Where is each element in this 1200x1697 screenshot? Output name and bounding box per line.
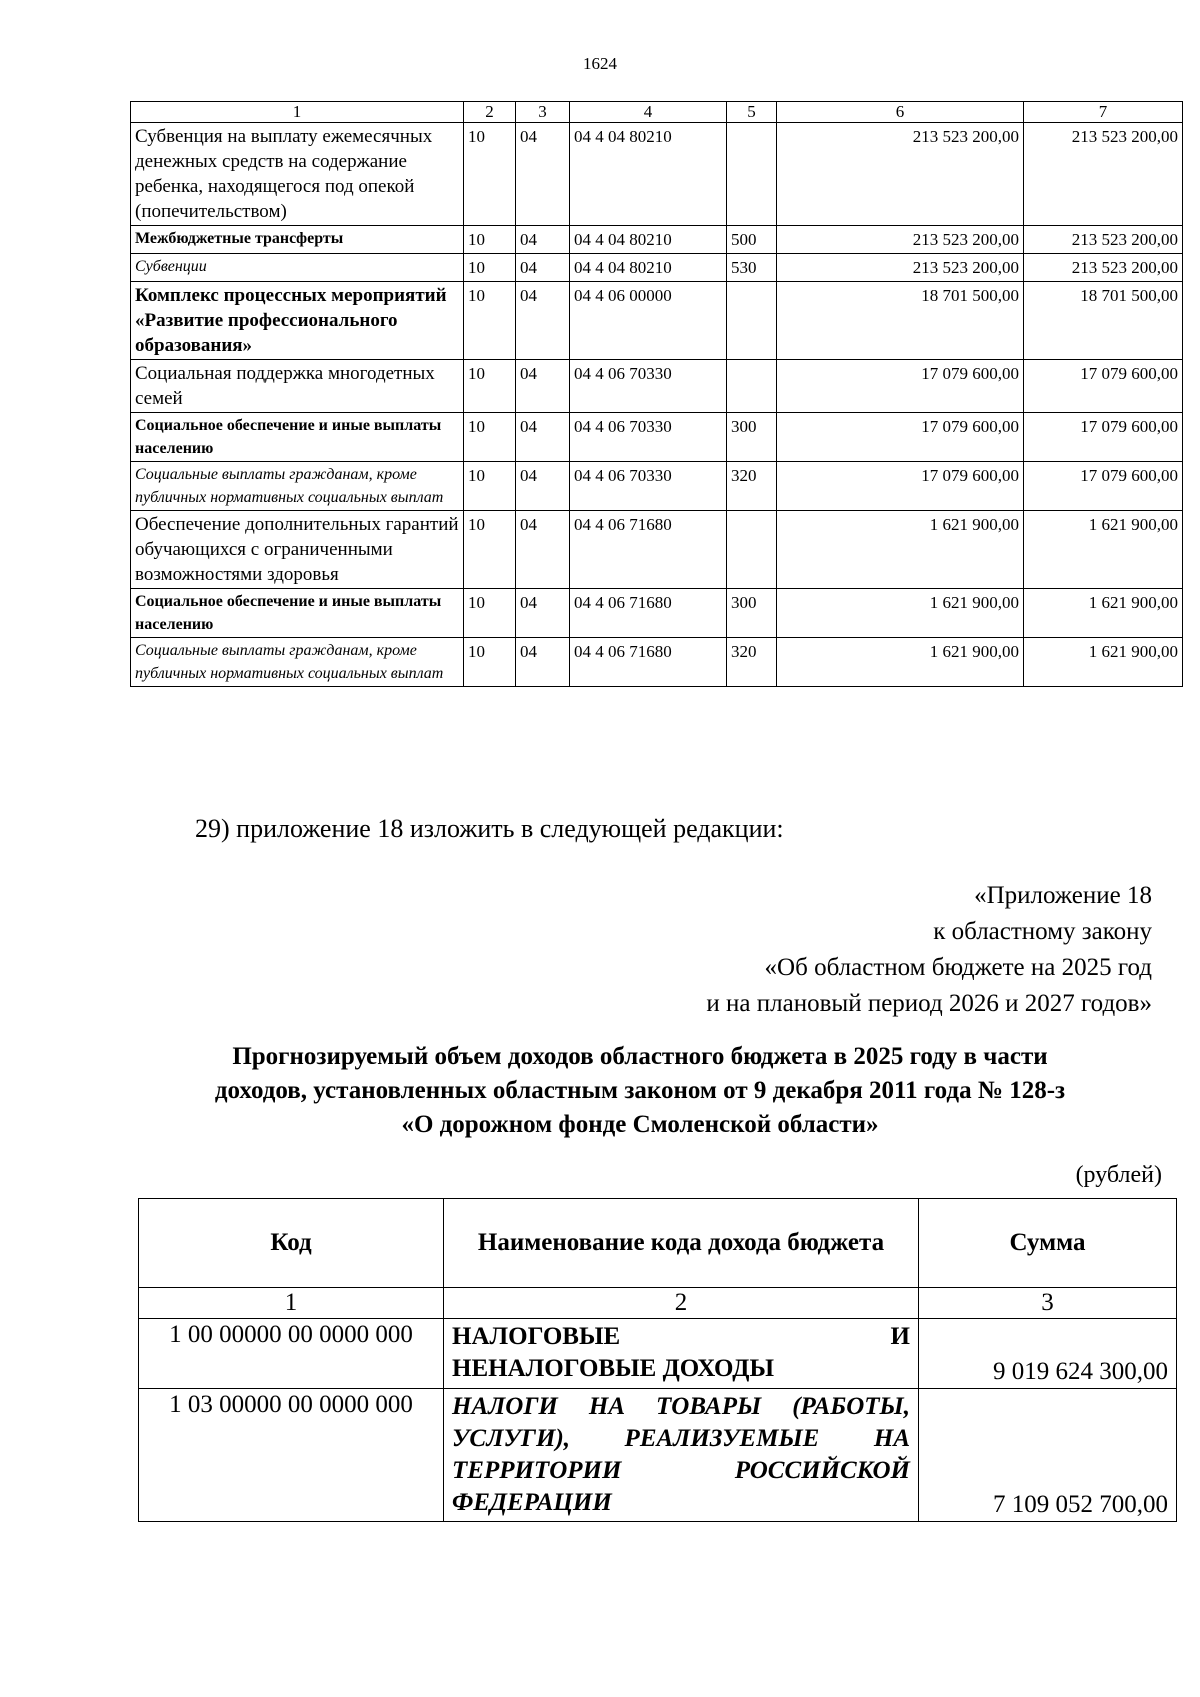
revenue-name-part: НЕНАЛОГОВЫЕ ДОХОДЫ xyxy=(452,1355,774,1382)
target-article-cell: 04 4 04 80210 xyxy=(570,123,727,226)
section-cell: 10 xyxy=(464,638,516,687)
target-article-cell: 04 4 06 70330 xyxy=(570,413,727,462)
table-row xyxy=(131,282,1183,360)
revenue-name: НАЛОГИ НА ТОВАРЫ (РАБОТЫ, УСЛУГИ), РЕАЛИЗУЕМЫЕ НА ТЕРРИТОРИИ РОССИЙСКОЙ ФЕДЕРАЦИИ xyxy=(444,1389,919,1522)
revenue-sum: 7 109 052 700,00 xyxy=(919,1389,1177,1522)
title-line: «О дорожном фонде Смоленской области» xyxy=(401,1111,879,1138)
target-article-cell: 04 4 04 80210 xyxy=(570,254,727,282)
amount-2026-cell: 1 621 900,00 xyxy=(777,589,1024,638)
amount-2026-cell: 213 523 200,00 xyxy=(777,123,1024,226)
subsection-cell: 04 xyxy=(516,226,570,254)
subsection-cell: 04 xyxy=(516,638,570,687)
header-cell: 2 xyxy=(464,102,516,123)
amount-2027-cell: 213 523 200,00 xyxy=(1024,123,1183,226)
subsection-cell: 04 xyxy=(516,511,570,589)
expense-type-cell xyxy=(727,511,777,589)
amount-2027-cell: 213 523 200,00 xyxy=(1024,254,1183,282)
column-number-row xyxy=(139,1288,1177,1319)
revenue-name-part: НАЛОГОВЫЕ xyxy=(452,1323,621,1350)
header-cell: 1 xyxy=(131,102,464,123)
section-cell: 10 xyxy=(464,511,516,589)
revenue-table-header xyxy=(139,1199,1177,1288)
expense-type-cell: 300 xyxy=(727,413,777,462)
row-name-cell: Межбюджетные трансферты xyxy=(131,226,464,254)
table-row xyxy=(131,462,1183,511)
amount-2026-cell: 1 621 900,00 xyxy=(777,511,1024,589)
units-label: (рублей) xyxy=(1075,1162,1162,1188)
amount-2027-cell: 18 701 500,00 xyxy=(1024,282,1183,360)
column-number: 2 xyxy=(444,1288,919,1319)
table-row xyxy=(131,638,1183,687)
expense-type-cell: 300 xyxy=(727,589,777,638)
table-row xyxy=(131,123,1183,226)
table-row xyxy=(131,360,1183,413)
subsection-cell: 04 xyxy=(516,282,570,360)
amount-2027-cell: 17 079 600,00 xyxy=(1024,462,1183,511)
header-cell: 3 xyxy=(516,102,570,123)
amount-2026-cell: 18 701 500,00 xyxy=(777,282,1024,360)
amount-2027-cell: 17 079 600,00 xyxy=(1024,413,1183,462)
revenue-table xyxy=(138,1198,1177,1522)
target-article-cell: 04 4 06 71680 xyxy=(570,638,727,687)
table-row xyxy=(139,1389,1177,1522)
table-header-row xyxy=(131,102,1183,123)
header-cell: 7 xyxy=(1024,102,1183,123)
column-number: 3 xyxy=(919,1288,1177,1319)
header-sum: Сумма xyxy=(919,1199,1177,1288)
row-name-cell: Субвенция на выплату ежемесячных денежных средств на содержание ребенка, находящегося под опекой (попечительством) xyxy=(131,123,464,226)
subsection-cell: 04 xyxy=(516,360,570,413)
row-name-cell: Социальное обеспечение и иные выплаты населению xyxy=(131,413,464,462)
row-name-cell: Социальные выплаты гражданам, кроме публичных нормативных социальных выплат xyxy=(131,638,464,687)
header-cell: 6 xyxy=(777,102,1024,123)
header-cell: 5 xyxy=(727,102,777,123)
revenue-sum: 9 019 624 300,00 xyxy=(919,1319,1177,1389)
row-name-cell: Субвенции xyxy=(131,254,464,282)
header-cell: 4 xyxy=(570,102,727,123)
table-row xyxy=(131,226,1183,254)
row-name-cell: Обеспечение дополнительных гарантий обучающихся с ограниченными возможностями здоровья xyxy=(131,511,464,589)
row-name-cell: Комплекс процессных мероприятий «Развитие профессионального образования» xyxy=(131,282,464,360)
revenue-code: 1 03 00000 00 0000 000 xyxy=(139,1389,444,1522)
table-row xyxy=(131,589,1183,638)
section-cell: 10 xyxy=(464,589,516,638)
appendix-line: «Об областном бюджете на 2025 год xyxy=(764,954,1152,981)
subsection-cell: 04 xyxy=(516,123,570,226)
amount-2026-cell: 213 523 200,00 xyxy=(777,254,1024,282)
section-cell: 10 xyxy=(464,282,516,360)
budget-allocation-table xyxy=(130,101,1183,687)
section-cell: 10 xyxy=(464,360,516,413)
expense-type-cell xyxy=(727,282,777,360)
section-cell: 10 xyxy=(464,226,516,254)
appendix-reference xyxy=(706,878,1152,1022)
expense-type-cell: 320 xyxy=(727,638,777,687)
target-article-cell: 04 4 04 80210 xyxy=(570,226,727,254)
revenue-code: 1 00 00000 00 0000 000 xyxy=(139,1319,444,1389)
section-cell: 10 xyxy=(464,413,516,462)
section-cell: 10 xyxy=(464,254,516,282)
table-row xyxy=(139,1319,1177,1389)
expense-type-cell xyxy=(727,123,777,226)
target-article-cell: 04 4 06 71680 xyxy=(570,589,727,638)
expense-type-cell xyxy=(727,360,777,413)
revenue-name xyxy=(444,1319,919,1389)
section-cell: 10 xyxy=(464,462,516,511)
column-number: 1 xyxy=(139,1288,444,1319)
amount-2026-cell: 1 621 900,00 xyxy=(777,638,1024,687)
document-title xyxy=(130,1040,1150,1142)
expense-type-cell: 530 xyxy=(727,254,777,282)
expense-type-cell: 500 xyxy=(727,226,777,254)
title-line: Прогнозируемый объем доходов областного бюджета в 2025 году в части xyxy=(232,1043,1048,1070)
appendix-line: «Приложение 18 xyxy=(974,882,1152,909)
target-article-cell: 04 4 06 70330 xyxy=(570,462,727,511)
table-row xyxy=(131,511,1183,589)
page-number: 1624 xyxy=(583,54,617,73)
amount-2027-cell: 1 621 900,00 xyxy=(1024,589,1183,638)
expense-type-cell: 320 xyxy=(727,462,777,511)
table-row xyxy=(131,413,1183,462)
revenue-name-part: И xyxy=(890,1323,910,1350)
appendix-line: и на плановый период 2026 и 2027 годов» xyxy=(706,990,1152,1017)
target-article-cell: 04 4 06 70330 xyxy=(570,360,727,413)
amount-2027-cell: 1 621 900,00 xyxy=(1024,511,1183,589)
subsection-cell: 04 xyxy=(516,589,570,638)
amount-2027-cell: 213 523 200,00 xyxy=(1024,226,1183,254)
amount-2026-cell: 17 079 600,00 xyxy=(777,360,1024,413)
target-article-cell: 04 4 06 71680 xyxy=(570,511,727,589)
table-row xyxy=(131,254,1183,282)
row-name-cell: Социальная поддержка многодетных семей xyxy=(131,360,464,413)
amount-2026-cell: 17 079 600,00 xyxy=(777,413,1024,462)
amount-2027-cell: 17 079 600,00 xyxy=(1024,360,1183,413)
header-code: Код xyxy=(139,1199,444,1288)
subsection-cell: 04 xyxy=(516,462,570,511)
appendix-line: к областному закону xyxy=(933,918,1152,945)
section-cell: 10 xyxy=(464,123,516,226)
header-name: Наименование кода дохода бюджета xyxy=(444,1199,919,1288)
target-article-cell: 04 4 06 00000 xyxy=(570,282,727,360)
amount-2027-cell: 1 621 900,00 xyxy=(1024,638,1183,687)
amount-2026-cell: 17 079 600,00 xyxy=(777,462,1024,511)
row-name-cell: Социальные выплаты гражданам, кроме публичных нормативных социальных выплат xyxy=(131,462,464,511)
subsection-cell: 04 xyxy=(516,254,570,282)
subsection-cell: 04 xyxy=(516,413,570,462)
amount-2026-cell: 213 523 200,00 xyxy=(777,226,1024,254)
amendment-item: 29) приложение 18 изложить в следующей редакции: xyxy=(195,814,784,843)
row-name-cell: Социальное обеспечение и иные выплаты населению xyxy=(131,589,464,638)
title-line: доходов, установленных областным законом от 9 декабря 2011 года № 128-з xyxy=(214,1077,1066,1104)
